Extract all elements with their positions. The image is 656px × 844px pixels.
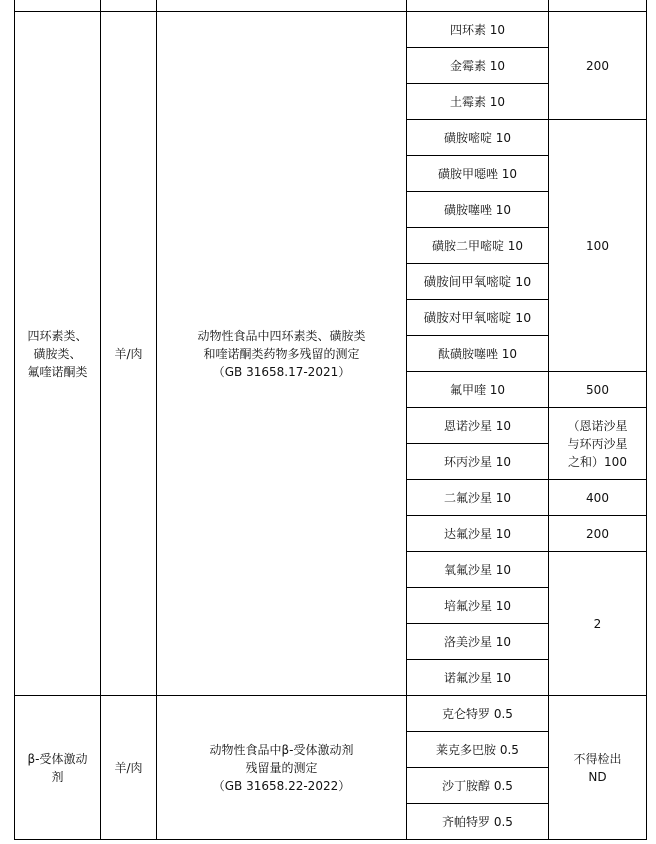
category-line: 磺胺类、 [33, 346, 82, 361]
table-row-top [15, 0, 647, 12]
analyte-cell: 齐帕特罗 0.5 [407, 804, 549, 840]
analyte-cell: 环丙沙星 10 [407, 444, 549, 480]
analyte-cell: 磺胺间甲氧嘧啶 10 [407, 264, 549, 300]
matrix-cell: 羊/肉 [101, 696, 157, 840]
analyte-cell: 沙丁胺醇 0.5 [407, 768, 549, 804]
analyte-cell: 培氟沙星 10 [407, 588, 549, 624]
table-row [15, 12, 647, 48]
analyte-cell: 恩诺沙星 10 [407, 408, 549, 444]
limit-line: 与环丙沙星 [567, 436, 628, 451]
limit-cell: 200 [549, 516, 647, 552]
category-line: β-受体激动 [27, 751, 88, 766]
method-line: 动物性食品中β-受体激动剂 [209, 742, 354, 757]
analyte-cell: 磺胺对甲氧嘧啶 10 [407, 300, 549, 336]
standards-table [14, 0, 647, 840]
limit-cell: 2 [549, 552, 647, 696]
analyte-cell: 氧氟沙星 10 [407, 552, 549, 588]
matrix-cell: 羊/肉 [101, 12, 157, 696]
limit-cell: 400 [549, 480, 647, 516]
analyte-cell: 二氟沙星 10 [407, 480, 549, 516]
analyte-cell: 磺胺二甲嘧啶 10 [407, 228, 549, 264]
cell [549, 0, 647, 12]
cell [15, 0, 101, 12]
analyte-cell: 诺氟沙星 10 [407, 660, 549, 696]
analyte-cell: 四环素 10 [407, 12, 549, 48]
analyte-cell: 莱克多巴胺 0.5 [407, 732, 549, 768]
analyte-cell: 土霉素 10 [407, 84, 549, 120]
analyte-cell: 酞磺胺噻唑 10 [407, 336, 549, 372]
limit-cell: 100 [549, 120, 647, 372]
category-cell [15, 696, 101, 840]
analyte-cell: 洛美沙星 10 [407, 624, 549, 660]
analyte-cell: 磺胺甲噁唑 10 [407, 156, 549, 192]
analyte-cell: 克仑特罗 0.5 [407, 696, 549, 732]
method-cell [157, 12, 407, 696]
category-line: 剂 [51, 769, 64, 784]
analyte-cell: 磺胺噻唑 10 [407, 192, 549, 228]
analyte-cell: 达氟沙星 10 [407, 516, 549, 552]
limit-cell [549, 408, 647, 480]
limit-cell: 500 [549, 372, 647, 408]
analyte-cell: 氟甲喹 10 [407, 372, 549, 408]
table-row [15, 696, 647, 732]
method-cell [157, 696, 407, 840]
analyte-cell: 金霉素 10 [407, 48, 549, 84]
category-line: 四环素类、 [27, 328, 88, 343]
category-line: 氟喹诺酮类 [27, 364, 88, 379]
limit-line: 之和）100 [568, 454, 627, 469]
limit-line: （恩诺沙星 [567, 418, 628, 433]
limit-cell [549, 696, 647, 840]
cell [101, 0, 157, 12]
limit-line: ND [588, 769, 607, 784]
limit-line: 不得检出 [573, 751, 622, 766]
cell [407, 0, 549, 12]
category-cell [15, 12, 101, 696]
method-standard: （GB 31658.17-2021） [212, 364, 351, 379]
method-line: 和喹诺酮类药物多残留的测定 [203, 346, 360, 361]
cell [157, 0, 407, 12]
method-standard: （GB 31658.22-2022） [212, 778, 351, 793]
analyte-cell: 磺胺嘧啶 10 [407, 120, 549, 156]
method-line: 动物性食品中四环素类、磺胺类 [197, 328, 366, 343]
limit-cell: 200 [549, 12, 647, 120]
method-line: 残留量的测定 [245, 760, 318, 775]
